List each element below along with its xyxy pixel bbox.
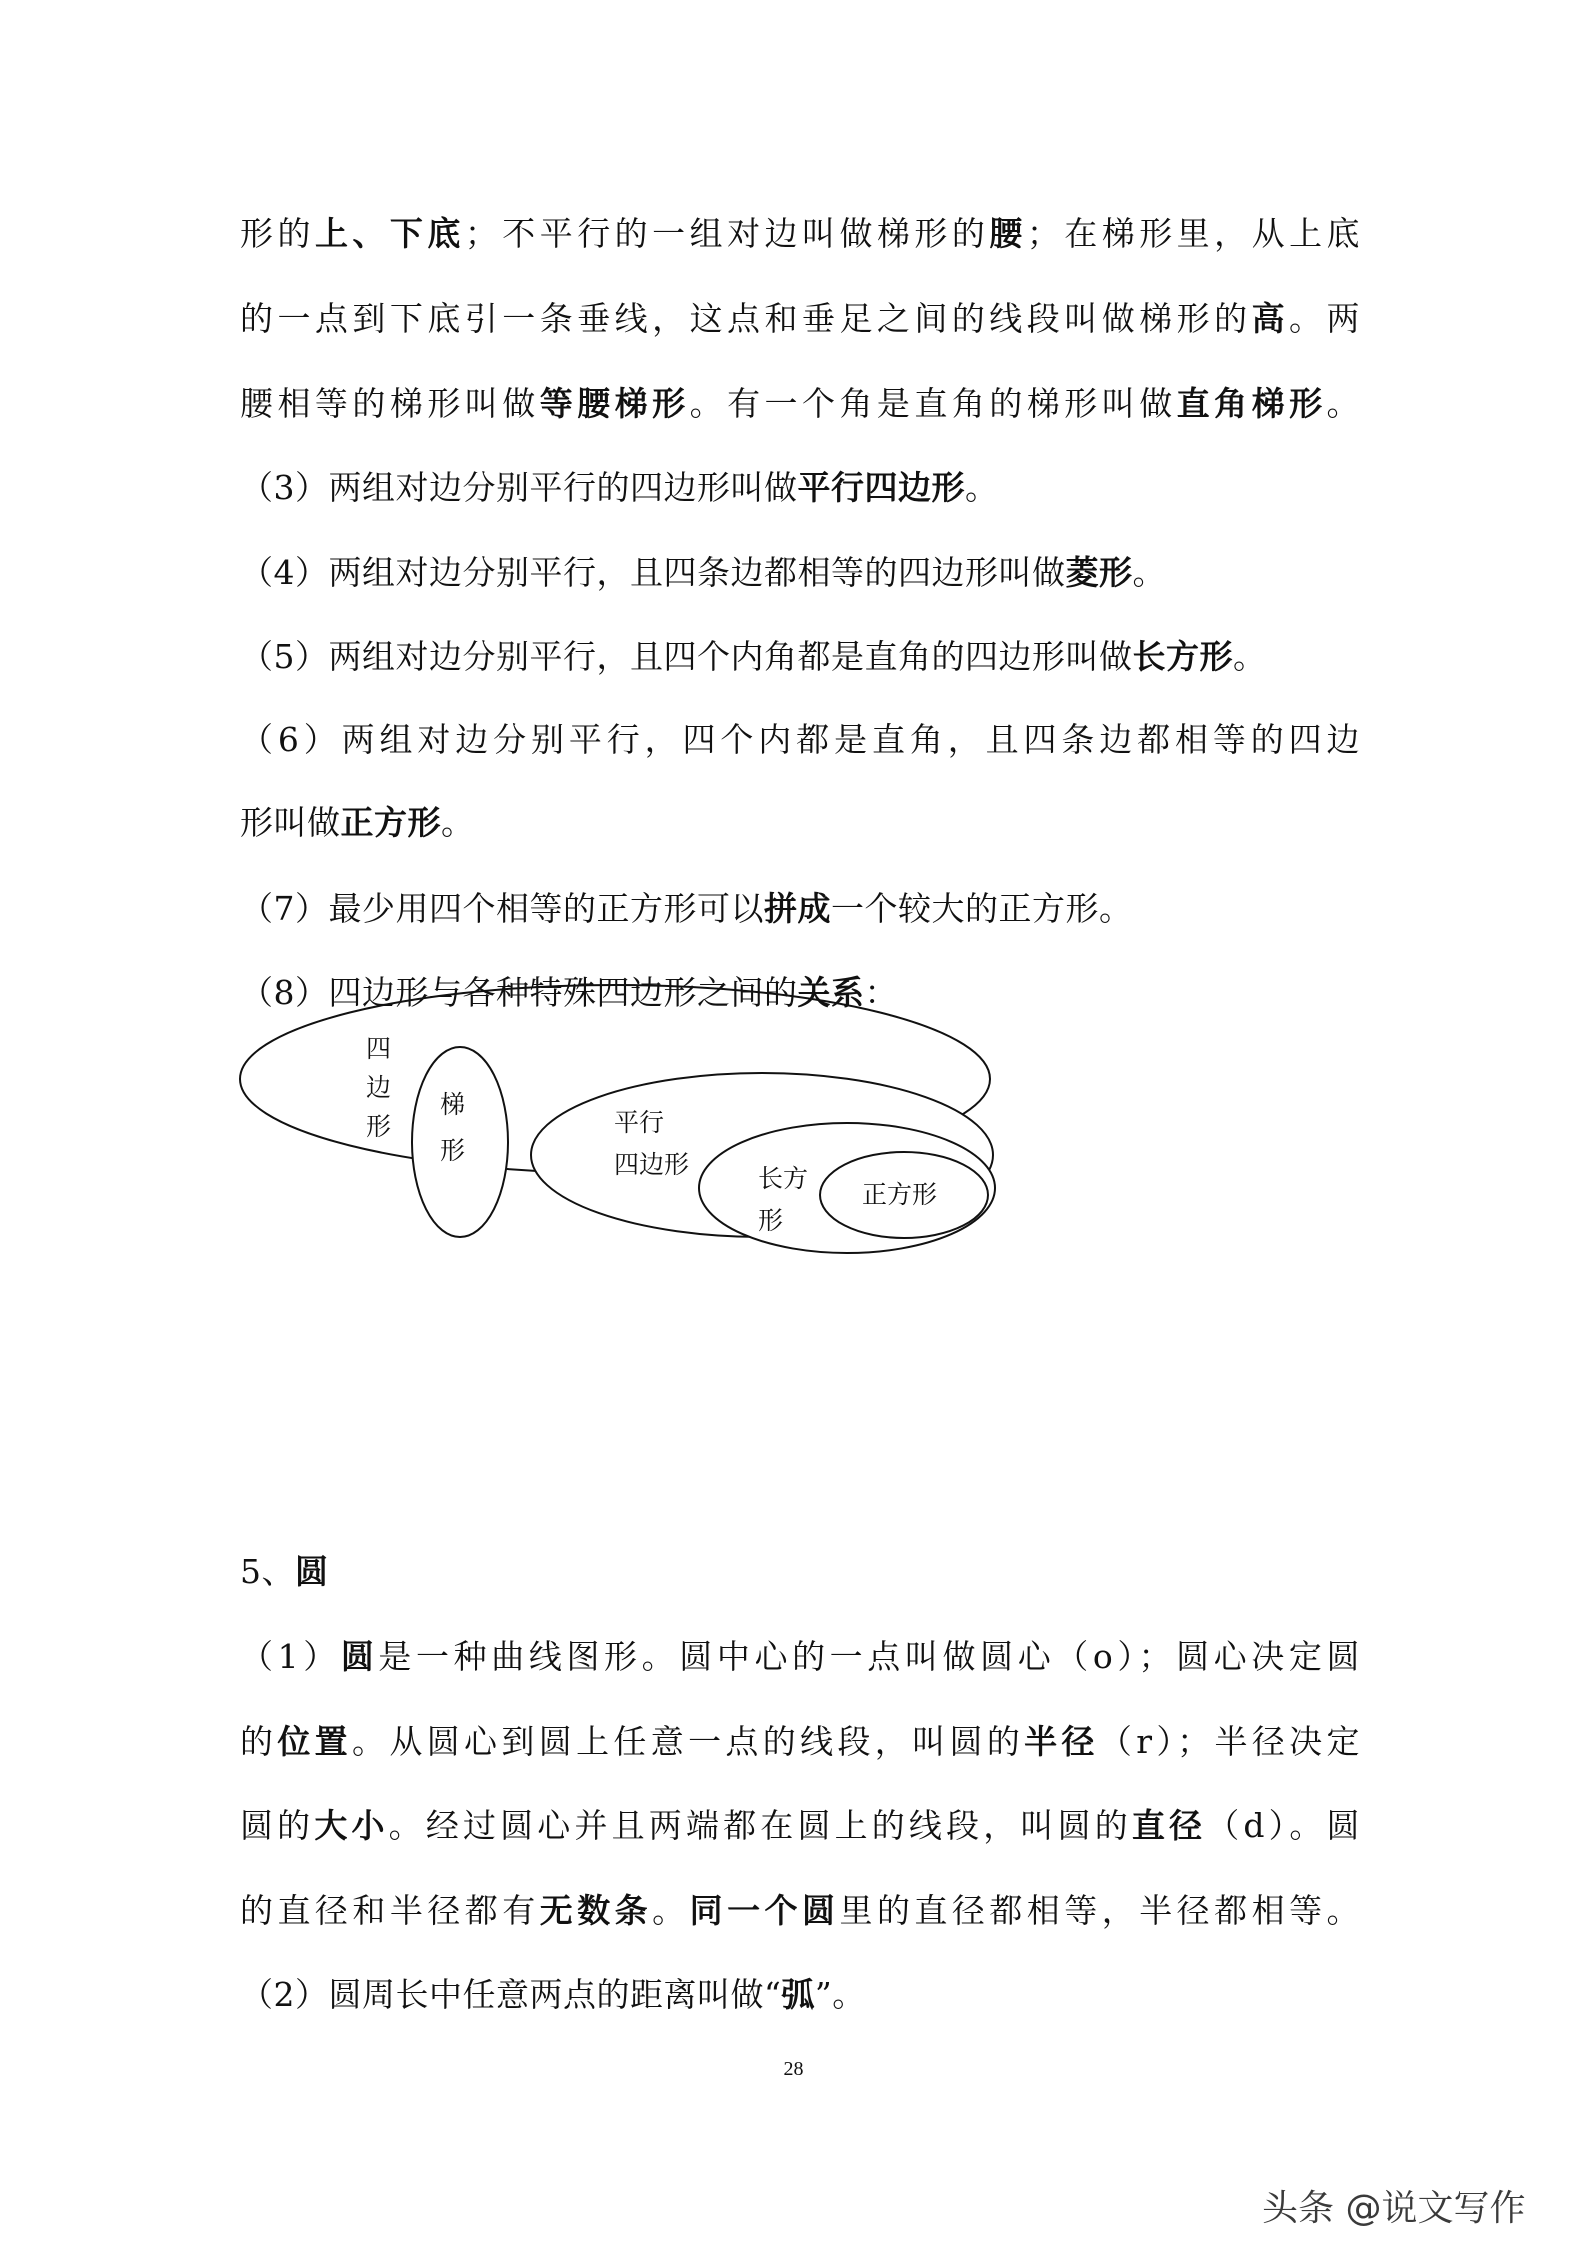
- text-span: 。两: [1289, 299, 1361, 338]
- text-span: （6）两组对边分别平行，四个内都是直角，且四条边都相等的四边: [240, 720, 1360, 759]
- bold-term: 关系: [797, 973, 865, 1012]
- text-span: 腰相等的梯形叫做: [240, 384, 540, 423]
- label-quadrilateral-3: 形: [366, 1112, 392, 1141]
- label-quadrilateral-2: 边: [366, 1073, 392, 1102]
- text-span: 。: [1233, 637, 1267, 676]
- text-line: [240, 1635, 1360, 1679]
- label-quadrilateral-1: 四: [366, 1034, 392, 1063]
- text-span: 5、: [240, 1552, 295, 1591]
- text-line: [240, 1889, 1360, 1933]
- text-span: 的一点到下底引一条垂线，这点和垂足之间的线段叫做梯形的: [240, 299, 1252, 338]
- bold-term: 圆: [295, 1552, 329, 1591]
- text-span: （r）；半径决定: [1098, 1722, 1361, 1761]
- label-rectangle-1: 长方: [758, 1164, 809, 1193]
- text-span: （5）两组对边分别平行，且四个内角都是直角的四边形叫做: [240, 637, 1133, 676]
- text-span: 。: [652, 1891, 690, 1930]
- bold-term: 大小: [314, 1806, 389, 1845]
- label-square: 正方形: [862, 1180, 938, 1209]
- text-span: 圆的: [240, 1806, 315, 1845]
- bold-term: 弧: [781, 1975, 815, 2014]
- bold-term: 平行四边形: [797, 468, 965, 507]
- label-parallelogram-2: 四边形: [614, 1150, 690, 1179]
- bold-term: 高: [1251, 299, 1290, 338]
- bold-term: 半径: [1024, 1722, 1099, 1761]
- text-span: （7）最少用四个相等的正方形可以: [240, 889, 764, 928]
- bold-term: 菱形: [1065, 553, 1133, 592]
- text-span: 。: [965, 468, 999, 507]
- text-span: 是一种曲线图形。圆中心的一点叫做圆心（o）；圆心决定圆: [378, 1637, 1360, 1676]
- text-span: （8）四边形与各种特殊四边形之间的: [240, 973, 798, 1012]
- text-span: 。: [1326, 384, 1361, 423]
- bold-term: 圆: [340, 1637, 379, 1676]
- text-span: （4）两组对边分别平行，且四条边都相等的四边形叫做: [240, 553, 1066, 592]
- bold-term: 腰: [989, 214, 1027, 253]
- bold-term: 直径: [1131, 1806, 1207, 1845]
- bold-term: 无数条: [539, 1891, 653, 1930]
- bold-term: 等腰梯形: [539, 384, 690, 423]
- text-span: 。: [1132, 553, 1166, 592]
- section-heading: [240, 1550, 1360, 1594]
- text-span: 的: [240, 1722, 278, 1761]
- bold-term: 正方形: [340, 803, 441, 842]
- text-line: [240, 1804, 1360, 1848]
- bold-term: 长方形: [1132, 637, 1233, 676]
- text-span: 的直径和半径都有: [240, 1891, 540, 1930]
- text-span: ；不平行的一组对边叫做梯形的: [464, 214, 990, 253]
- text-span: （3）两组对边分别平行的四边形叫做: [240, 468, 798, 507]
- text-span: 里的直径都相等，半径都相等。: [839, 1891, 1361, 1930]
- text-span: （2）圆周长中任意两点的距离叫做“: [240, 1975, 782, 2014]
- text-span: ；在梯形里，从上底: [1026, 214, 1361, 253]
- bold-term: 上、下底: [314, 214, 465, 253]
- bold-term: 同一个圆: [689, 1891, 840, 1930]
- label-trapezoid-1: 梯: [440, 1090, 466, 1119]
- label-trapezoid-2: 形: [440, 1136, 466, 1165]
- text-span: 。有一个角是直角的梯形叫做: [689, 384, 1177, 423]
- text-span: 。从圆心到圆上任意一点的线段，叫圆的: [352, 1722, 1025, 1761]
- label-parallelogram-1: 平行: [614, 1108, 665, 1137]
- text-span: 形的: [240, 214, 315, 253]
- text-span: ：: [864, 973, 898, 1012]
- page-number: 28: [783, 2058, 804, 2080]
- text-span: 一个较大的正方形。: [831, 889, 1133, 928]
- text-line: [240, 1973, 1360, 2017]
- bold-term: 位置: [277, 1722, 353, 1761]
- label-rectangle-2: 形: [758, 1206, 784, 1235]
- text-span: （d）。圆: [1206, 1806, 1361, 1845]
- text-span: 。经过圆心并且两端都在圆上的线段，叫圆的: [388, 1806, 1132, 1845]
- watermark: 头条 @说文写作: [1262, 2188, 1526, 2229]
- text-span: 形叫做: [240, 803, 341, 842]
- bold-term: 直角梯形: [1176, 384, 1327, 423]
- text-line: [240, 1720, 1360, 1764]
- text-span: ”。: [814, 1975, 866, 2014]
- bold-term: 拼成: [764, 889, 831, 928]
- text-span: 。: [441, 803, 475, 842]
- text-span: （1）: [240, 1637, 341, 1676]
